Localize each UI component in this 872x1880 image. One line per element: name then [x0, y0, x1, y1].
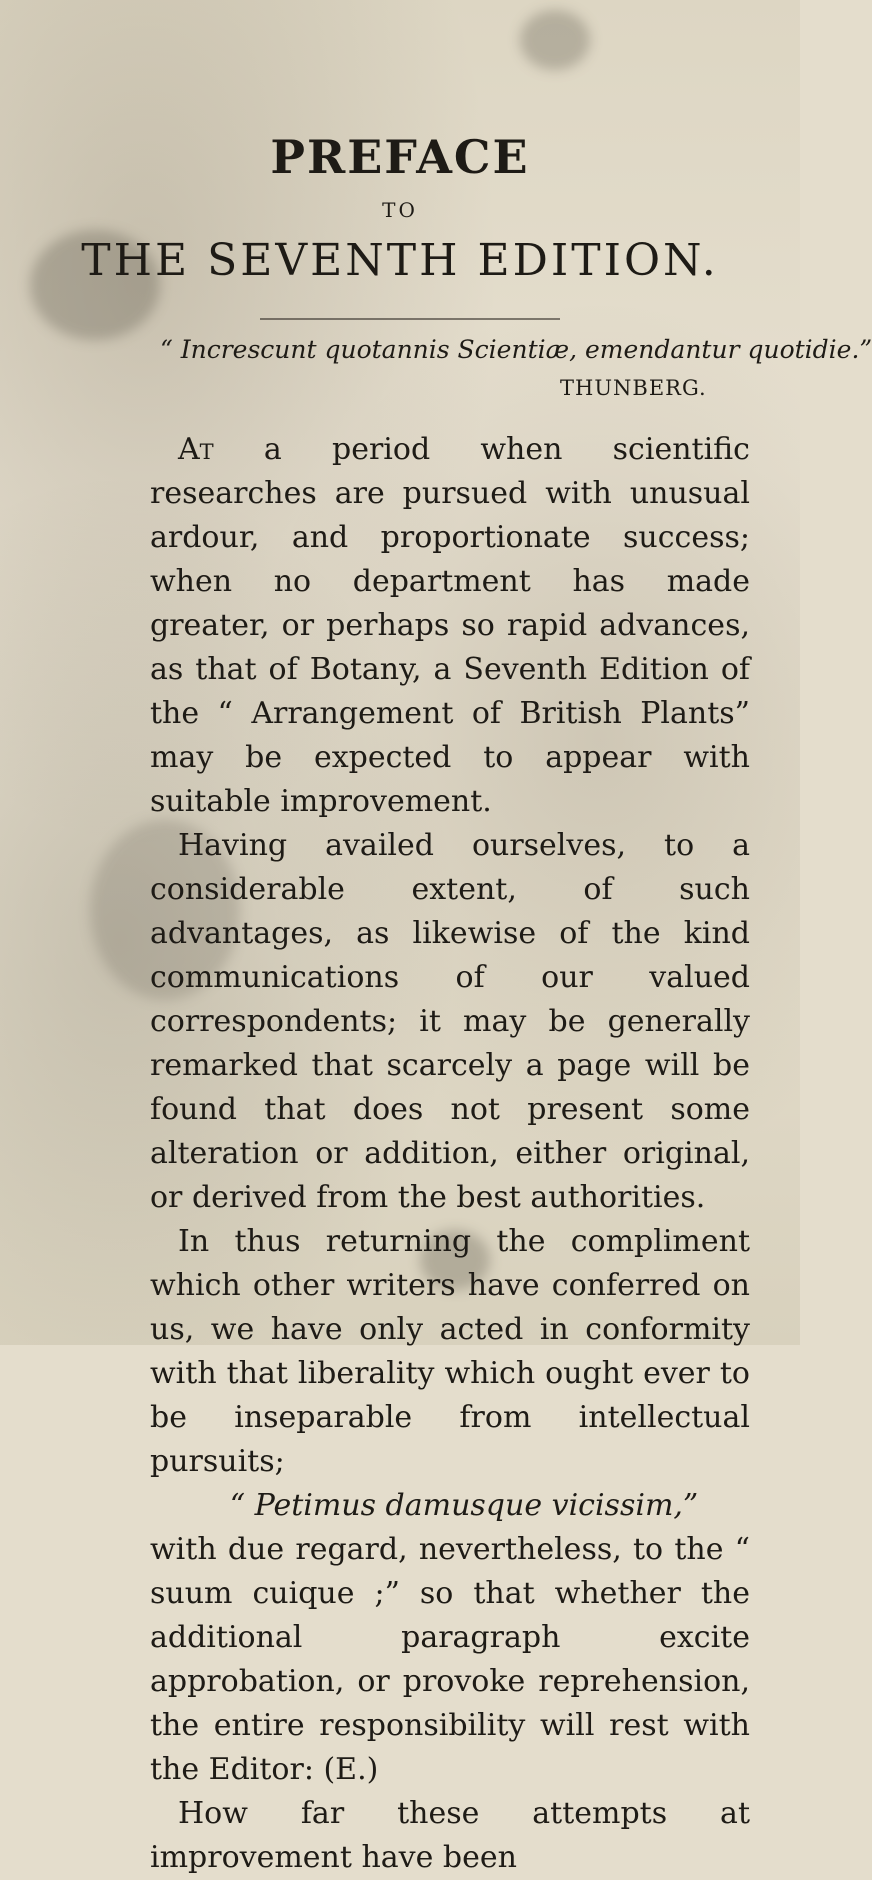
heading-rule	[260, 318, 560, 320]
paragraph-1-first-word: At	[178, 432, 214, 467]
preface-body	[150, 428, 750, 1880]
paragraph-3-quote: “ Petimus damusque vicissim,”	[229, 1488, 699, 1523]
paragraph-3-text-a: In thus returning the compliment which other writers have conferred on us, we have only acted in conformity with that liberality which ought ever to be inseparable from intellectual pursuits;	[150, 1224, 750, 1479]
paragraph-4: How far these attempts at improvement have been	[150, 1796, 750, 1875]
paragraph-3-text-b: with due regard, nevertheless, to the “ suum cuique ;” so that whether the additional paragraph excite approbation, or provoke reprehension, the entire responsibility will rest with the Editor: (E.)	[150, 1532, 750, 1787]
page-stain	[520, 10, 590, 70]
epigraph-author: THUNBERG.	[560, 376, 707, 400]
paragraph-1-text: a period when scientific researches are pursued with unusual ardour, and proportionate success; when no department has made greater, or perhaps so rapid advances, as that of Botany, a Seventh Edition of the “ Arrangement of British Plants” may be expected to appear with suitable improvement.	[150, 432, 750, 819]
preface-heading: PREFACE	[270, 130, 530, 184]
paragraph-1	[150, 428, 750, 824]
paragraph-2: Having availed ourselves, to a considerable extent, of such advantages, as likewise of the kind communications of our valued correspondents; it may be generally remarked that scarcely a page will be found that does not present some alteration or addition, either original, or derived from the best authorities.	[150, 828, 750, 1215]
to-line: TO	[382, 198, 418, 222]
epigraph-quote: “ Increscunt quotannis Scientiæ, emendantur quotidie.”	[160, 335, 872, 364]
paragraph-3	[150, 1220, 750, 1792]
edition-heading: THE SEVENTH EDITION.	[81, 235, 719, 286]
